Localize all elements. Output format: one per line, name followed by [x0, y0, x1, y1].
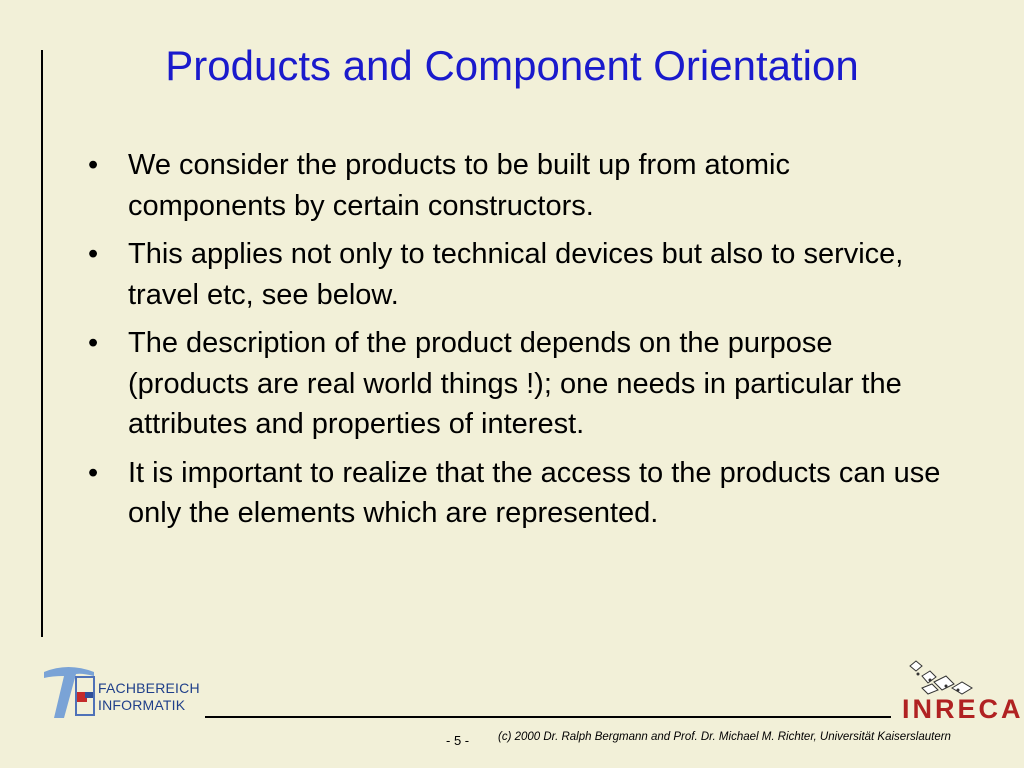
bullet-marker: •	[88, 238, 99, 270]
copyright-notice: (c) 2000 Dr. Ralph Bergmann and Prof. Dr. Michael M. Richter, Universität Kaiserslautern	[498, 731, 951, 743]
bullet-marker: •	[88, 149, 99, 181]
bullet-item	[88, 323, 948, 445]
bullet-marker: •	[88, 327, 99, 359]
bullet-item	[88, 453, 948, 534]
slide-title: Products and Component Orientation	[165, 42, 859, 89]
bullet-text: This applies not only to technical devices but also to service, travel etc, see below.	[128, 238, 904, 311]
page-number: - 5 -	[446, 733, 470, 748]
bullet-text: We consider the products to be built up from atomic components by certain constructors.	[128, 149, 790, 222]
bullet-list	[88, 145, 948, 542]
fachbereich-label	[98, 680, 200, 714]
bullet-marker: •	[88, 456, 99, 489]
fachbereich-line2: INFORMATIK	[98, 697, 186, 713]
bullet-text: It is important to realize that the access to the products can use only the elements which are represented.	[128, 456, 941, 529]
bullet-text: The description of the product depends on the purpose (products are real world things !); one needs in particular the attributes and properties of interest.	[128, 327, 902, 440]
left-vertical-rule	[41, 50, 43, 637]
bullet-item	[88, 145, 948, 226]
bullet-item	[88, 234, 948, 315]
inreca-logo-text: INRECA	[902, 694, 1024, 724]
fachbereich-line1: FACHBEREICH	[98, 680, 200, 696]
footer-rule	[205, 716, 891, 718]
